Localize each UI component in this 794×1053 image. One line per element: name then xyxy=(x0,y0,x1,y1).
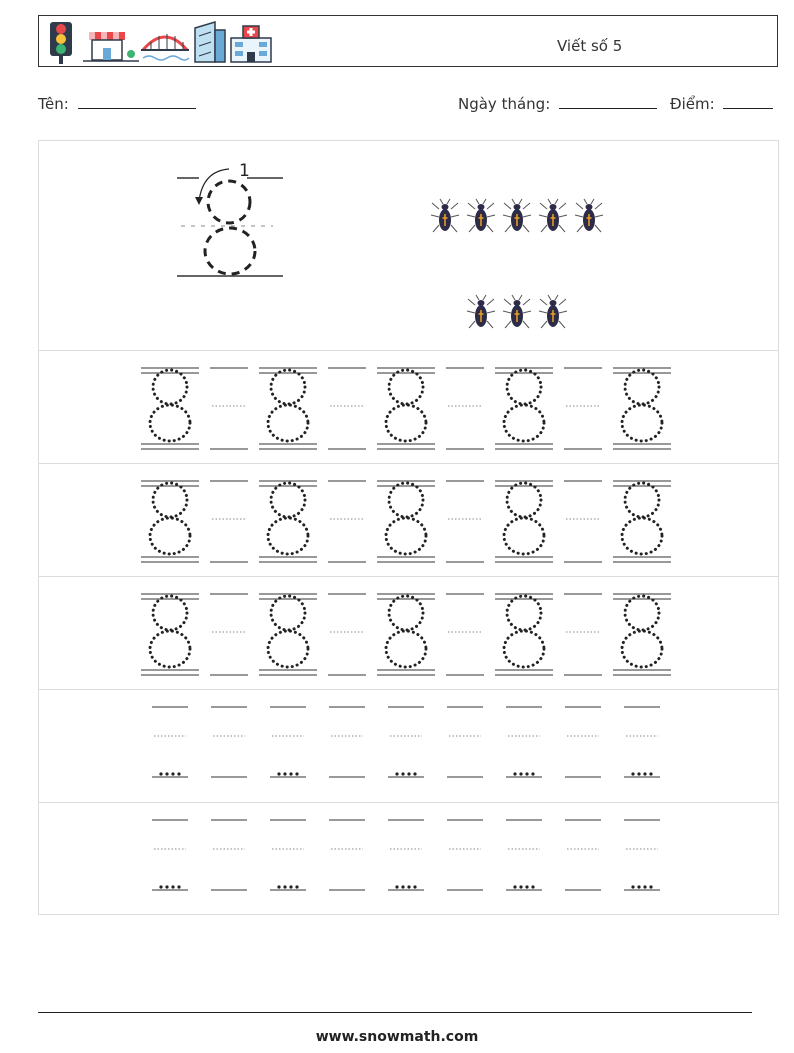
trace-digit-top xyxy=(153,370,187,404)
trace-digit-top xyxy=(625,596,659,630)
bridge-icon xyxy=(141,34,189,60)
header-box xyxy=(38,15,778,67)
trace-digit-top xyxy=(153,596,187,630)
trace-digit-top xyxy=(389,596,423,630)
score-label: Điểm: xyxy=(670,95,715,113)
ant-icon xyxy=(431,199,459,232)
trace-row-1[interactable] xyxy=(39,351,778,464)
trace-digit-bottom xyxy=(150,405,190,441)
write-row-1[interactable] xyxy=(39,690,778,803)
name-label: Tên: xyxy=(38,95,69,113)
trace-digit-top xyxy=(153,483,187,517)
trace-digit-top xyxy=(507,370,541,404)
ant-icon xyxy=(467,199,495,232)
ant-icon xyxy=(503,199,531,232)
trace-digit-top xyxy=(625,370,659,404)
trace-digit-bottom xyxy=(622,405,662,441)
header-icons xyxy=(47,20,277,64)
trace-digit-bottom xyxy=(386,405,426,441)
office-building-icon xyxy=(195,22,225,62)
trace-digit-bottom xyxy=(386,518,426,554)
market-stall-icon xyxy=(83,32,139,61)
score-blank[interactable] xyxy=(723,94,773,109)
trace-digit-bottom xyxy=(268,518,308,554)
example-row xyxy=(39,141,778,351)
trace-digit-top xyxy=(507,483,541,517)
hospital-icon xyxy=(231,26,271,62)
ant-icon xyxy=(539,199,567,232)
trace-digit-bottom xyxy=(504,631,544,667)
ant-icon xyxy=(539,295,567,328)
ant-icon xyxy=(503,295,531,328)
trace-digit-top xyxy=(389,370,423,404)
trace-digit-top xyxy=(271,483,305,517)
trace-digit-bottom xyxy=(150,518,190,554)
page-title: Viết số 5 xyxy=(557,37,623,55)
trace-digit-top xyxy=(625,483,659,517)
score-field xyxy=(670,94,773,113)
footer-divider xyxy=(38,1012,752,1013)
name-field xyxy=(38,94,196,113)
date-label: Ngày tháng: xyxy=(458,95,551,113)
trace-digit-top xyxy=(389,483,423,517)
trace-digit-bottom xyxy=(386,631,426,667)
worksheet xyxy=(38,140,779,915)
trace-digit-bottom xyxy=(268,405,308,441)
trace-digit-top xyxy=(271,370,305,404)
trace-digit-bottom xyxy=(150,631,190,667)
trace-digit-bottom xyxy=(504,518,544,554)
write-row-2[interactable] xyxy=(39,803,778,915)
trace-digit-top xyxy=(507,596,541,630)
traffic-light-icon xyxy=(50,22,72,64)
ant-icon xyxy=(467,295,495,328)
trace-digit-bottom xyxy=(622,631,662,667)
trace-digit-bottom xyxy=(504,405,544,441)
name-blank[interactable] xyxy=(78,94,196,109)
trace-row-3[interactable] xyxy=(39,577,778,690)
ant-icon xyxy=(575,199,603,232)
trace-row-2[interactable] xyxy=(39,464,778,577)
trace-digit-top xyxy=(271,596,305,630)
date-blank[interactable] xyxy=(559,94,657,109)
trace-digit-bottom xyxy=(268,631,308,667)
stroke-number: 1 xyxy=(239,161,250,181)
ant-group-svg xyxy=(39,141,778,351)
date-field xyxy=(458,94,657,113)
footer-url[interactable]: www.snowmath.com xyxy=(315,1029,479,1045)
trace-digit-bottom xyxy=(622,518,662,554)
